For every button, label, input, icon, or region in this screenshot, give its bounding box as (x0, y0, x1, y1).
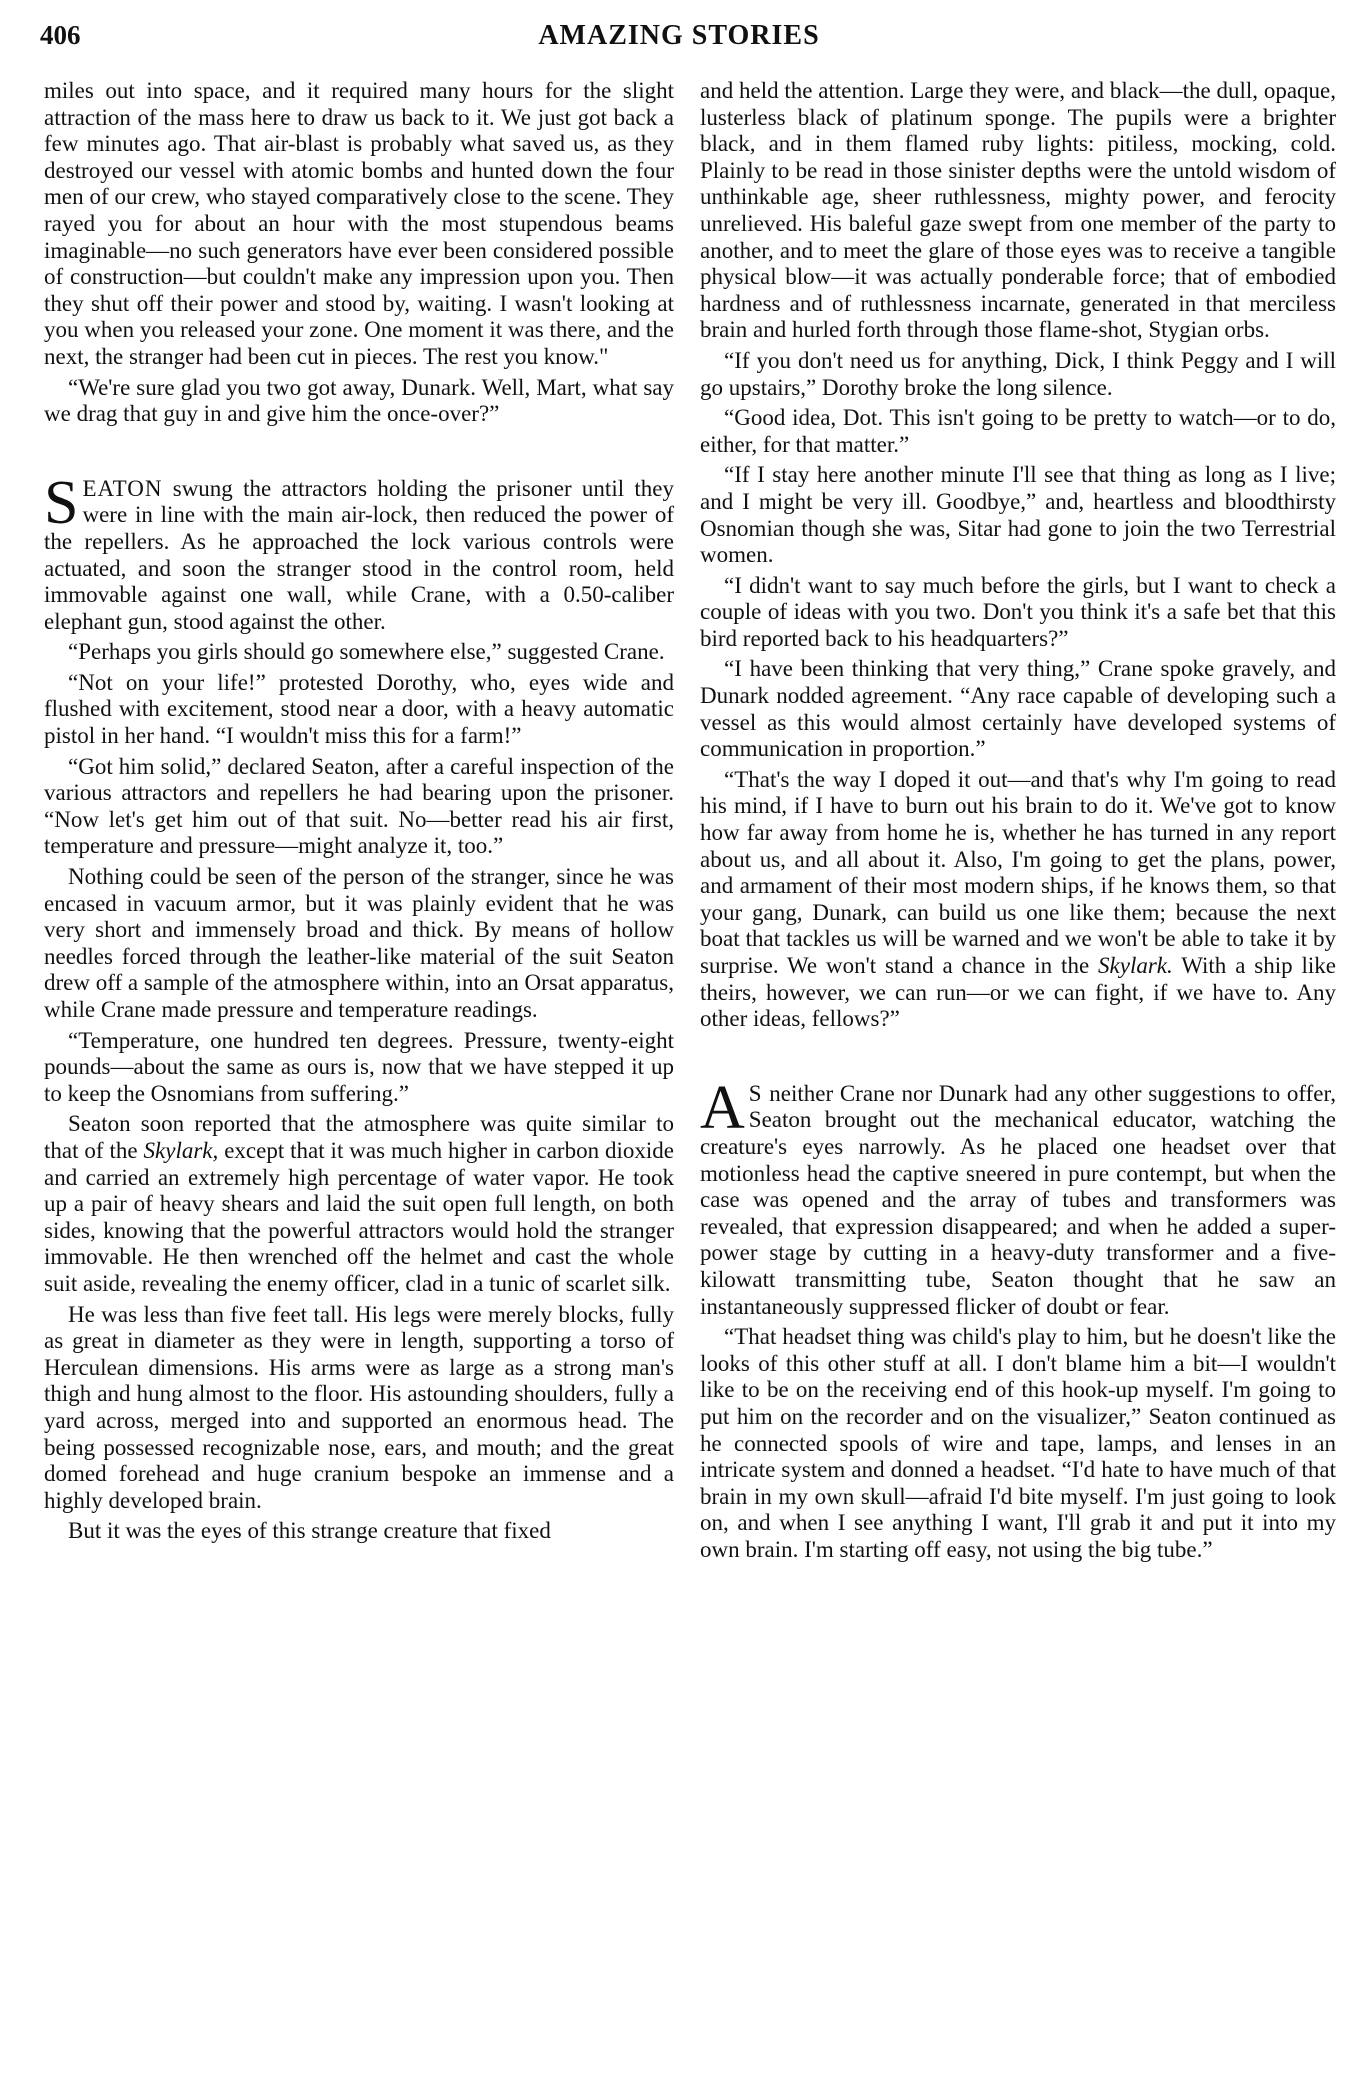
paragraph: “If you don't need us for anything, Dick, I think Peggy and I will go upstairs,” Dorothy broke the long silence. (700, 347, 1336, 400)
paragraph: He was less than five feet tall. His legs were merely blocks, fully as great in diameter as they were in length, supporting a torso of Herculean dimensions. His arms were as large as a strong man's thigh and hung almost to the floor. His astounding shoulders, fully a yard across, merged into and supported an enormous head. The being possessed recognizable nose, ears, and mouth; and the great domed forehead and huge cranium bespoke an immense and a highly developed brain. (44, 1301, 674, 1513)
section-break (44, 432, 674, 476)
paragraph: “Got him solid,” declared Seaton, after a careful inspection of the various attractors and repellers he had bearing upon the prisoner. “Now let's get him out of that suit. No—better read his air first, temperature and pressure—might analyze it, too.” (44, 753, 674, 859)
paragraph: “Good idea, Dot. This isn't going to be pretty to watch—or to do, either, for that matter.” (700, 405, 1336, 457)
paragraph: “If I stay here another minute I'll see that thing as long as I live; and I might be very ill. Goodbye,” and, heartless and bloodthirsty Osnomian though she was, Sitar had gone to join the two Terrestrial women. (700, 462, 1336, 568)
paragraph: “I have been thinking that very thing,” Crane spoke gravely, and Dunark nodded agreement. “Any race capable of developing such a vessel as this would almost certainly have developed systems of communication in proportion.” (700, 656, 1336, 762)
left-column (44, 78, 674, 1549)
paragraph: and held the attention. Large they were, and black—the dull, opaque, lusterless black of platinum sponge. The pupils were a brighter black, and in them flamed ruby lights: pitiless, mocking, cold. Plainly to be read in those sinister depths were the untold wisdom of unthinkable age, sheer ruthlessness, mighty power, and ferocity unrelieved. His baleful gaze swept from one member of the party to another, and to meet the glare of those eyes was to receive a tangible physical blow—it was actually ponderable force; that of embodied hardness and of ruthlessness incarnate, generated in that merciless brain and hurled forth through those flame-shot, Stygian orbs. (700, 78, 1336, 343)
lead-caps: S (748, 1080, 763, 1106)
paragraph-text: Seaton soon reported that the atmosphere was quite similar to that of the (44, 1111, 674, 1163)
paragraph: “We're sure glad you two got away, Dunark. Well, Mart, what say we drag that guy in and give him the once-over?” (44, 374, 674, 427)
paragraph-text: With a ship like theirs, however, we can run—or we can fight, if we have to. Any other ideas, fellows?” (700, 953, 1336, 1032)
paragraph: “That headset thing was child's play to him, but he doesn't like the looks of this other stuff at all. I don't blame him a bit—I wouldn't like to be on the receiving end of this hook-up myself. I'm going to put him on the recorder and on the visualizer,” Seaton continued as he connected spools of wire and tape, lamps, and lenses in an intricate system and donned a headset. “I'd hate to have much of that brain in my own skull—afraid I'd bite myself. I'm just going to look on, and when I see anything I want, I'll grab it and put it into my own brain. I'm starting off easy, not using the big tube.” (700, 1324, 1336, 1562)
paragraph: But it was the eyes of this strange creature that fixed (68, 1518, 551, 1544)
paragraph: “Temperature, one hundred ten degrees. Pressure, twenty-eight pounds—about the same as ours is, now that we have stepped it up to keep the Osnomians from suffering.” (44, 1027, 674, 1106)
paragraph-text: except that it was much higher in carbon dioxide and carried an extremely high percentage of water vapor. He took up a pair of heavy shears and laid the suit open full length, on both sides, knowing that the powerful attractors would hold the stranger immovable. He then wrenched off the helmet and cast the whole suit aside, revealing the enemy officer, clad in a tunic of scarlet silk. (44, 1137, 674, 1296)
paragraph-text: swung the attractors holding the prisoner until they were in line with the main air-lock, then reduced the power of the repellers. As he approached the lock various controls were actuated, and soon the stranger stood in the control room, held immovable against one wall, while Crane, with a 0.50-caliber elephant gun, stood against the other. (44, 475, 674, 634)
paragraph: miles out into space, and it required many hours for the slight attraction of the mass here to draw us back to it. We just got back a few minutes ago. That air-blast is probably what saved us, as they destroyed our vessel with atomic bombs and hunted down the four men of our crew, who stayed comparatively close to the scene. They rayed you for about an hour with the most stupendous beams imaginable—no such generators have ever been considered possible of construction—but couldn't make any impression upon you. Then they shut off their power and stood by, waiting. I wasn't looking at you when you released your zone. One moment it was there, and the next, the stranger had been cut in pieces. The rest you know." (44, 78, 674, 369)
section-break (700, 1037, 1336, 1081)
paragraph-text: neither Crane nor Dunark had any other suggestions to offer, Seaton brought out the mechanical educator, watching the creature's eyes narrowly. As he placed one headset over that motionless head the captive sneered in pure contempt, but when the case was opened and the array of tubes and transformers was revealed, that expression disappeared; and when he added a super-power stage by cutting in a heavy-duty transformer and a five-kilowatt transmitting tube, Seaton thought that he saw an instantaneously suppressed flicker of doubt or fear. (700, 1080, 1336, 1319)
paragraph (700, 767, 1336, 1033)
ship-name: Skylark, (143, 1137, 219, 1163)
lead-caps: EATON (82, 475, 163, 501)
magazine-title: AMAZING STORIES (538, 20, 820, 51)
drop-cap: S (44, 468, 79, 537)
paragraph: Nothing could be seen of the person of the stranger, since he was encased in vacuum armor, but it was plainly evident that he was very short and immensely broad and thick. By means of hollow needles forced through the leather-like material of the suit Seaton drew off a sample of the atmosphere within, into an Orsat apparatus, while Crane made pressure and temperature readings. (44, 864, 674, 1022)
ship-name: Skylark. (1098, 953, 1173, 978)
paragraph-drop-cap (700, 1073, 1336, 1320)
paragraph-drop-cap (44, 468, 674, 636)
drop-cap: A (700, 1073, 745, 1142)
right-column (700, 78, 1336, 1567)
paragraph: “Not on your life!” protested Dorothy, who, eyes wide and flushed with excitement, stood near a door, with a heavy automatic pistol in her hand. “I wouldn't miss this for a farm!” (44, 669, 674, 749)
paragraph-text: “That's the way I doped it out—and that's why I'm going to read his mind, if I have to burn out his brain to do it. We've got to know how far away from home he is, whether he has turned in any report about us, and all about it. Also, I'm going to get the plans, power, and armament of their most modern ships, if he knows them, so that your gang, Dunark, can build us one like them; because the next boat that tackles us will be warned and we won't be able to take it by surprise. We won't stand a chance in the (700, 766, 1336, 978)
page-header (40, 20, 1318, 60)
paragraph: “I didn't want to say much before the girls, but I want to check a couple of ideas with you two. Don't you think it's a safe bet that this bird reported back to his headquarters?” (700, 572, 1336, 651)
paragraph: “Perhaps you girls should go somewhere else,” suggested Crane. (68, 639, 665, 665)
page-number: 406 (40, 20, 81, 50)
paragraph (44, 1111, 674, 1297)
